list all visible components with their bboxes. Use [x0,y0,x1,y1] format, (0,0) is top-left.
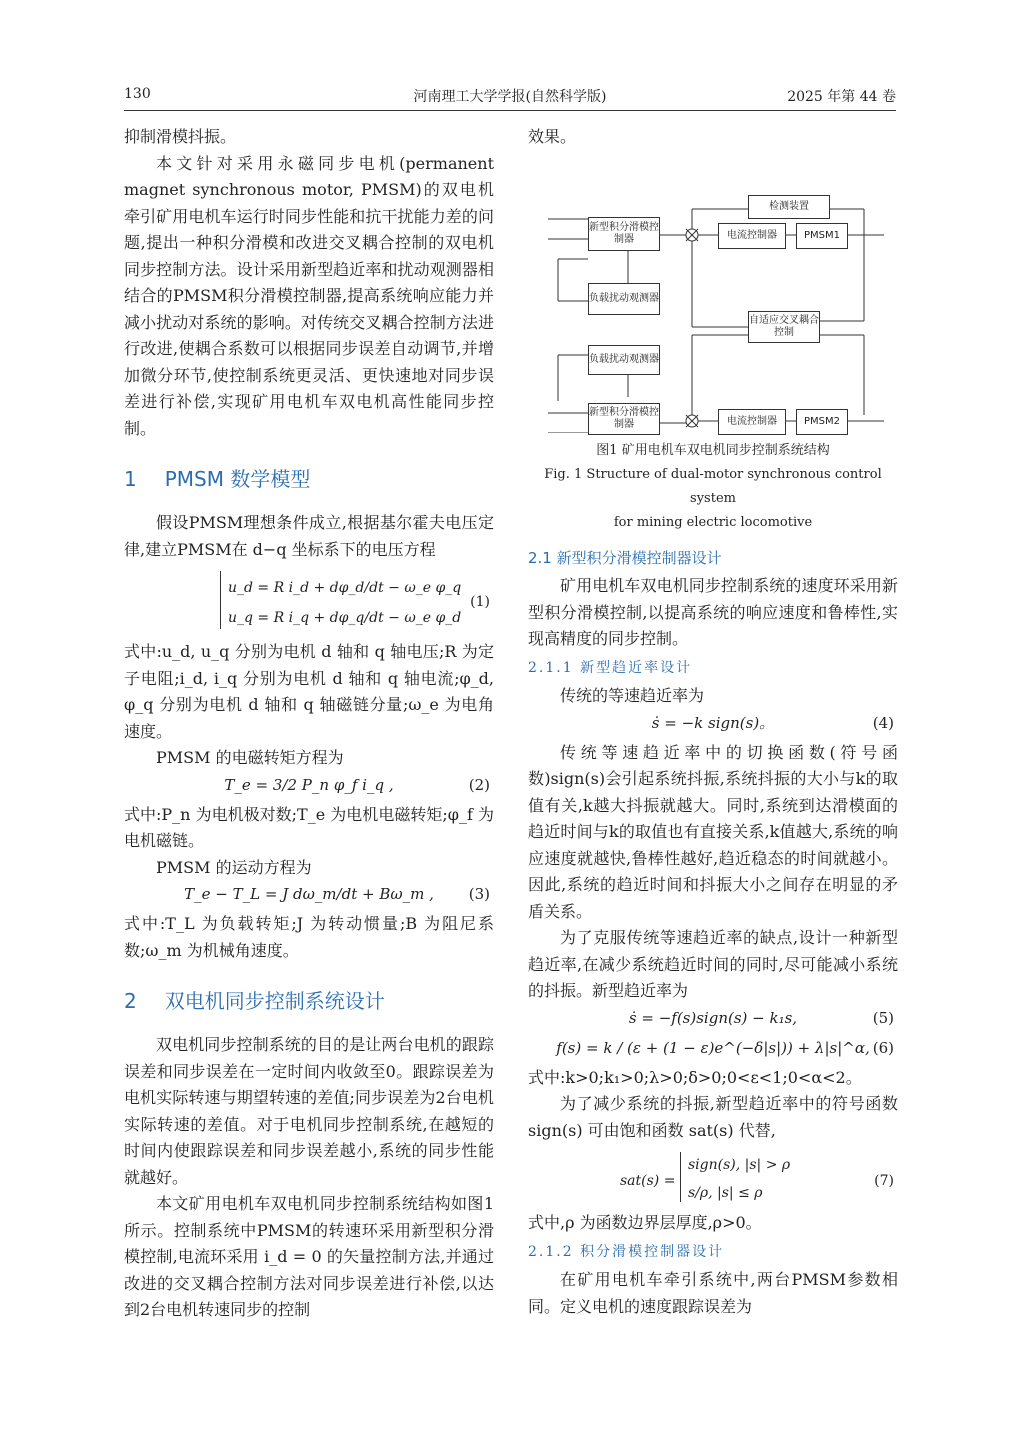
equation-2 [124,772,494,802]
equation-line: u_q = R i_q + dφ_q/dt − ω_e φ_d [228,610,462,626]
equation-text: sat(s) = [620,1173,676,1189]
section-number: 1 [124,467,137,491]
paragraph: 式中,ρ 为函数边界层厚度,ρ>0。 [528,1213,762,1232]
subsection-heading: 2.1 新型积分滑模控制器设计 [528,548,722,567]
paragraph: 为了减少系统的抖振,新型趋近率中的符号函数 sign(s) 可由饱和函数 sat(s) 代替, [528,1094,898,1140]
equation-5 [528,1005,898,1035]
equation-line: s/ρ, |s| ≤ ρ [688,1185,763,1201]
block-pmsm1: PMSM1 [796,223,848,249]
section-title: PMSM 数学模型 [164,467,311,491]
figure-1-diagram [528,155,898,433]
equation-number: (2) [468,775,490,794]
paragraph: 式中:u_d, u_q 分别为电机 d 轴和 q 轴电压;R 为定子电阻;i_d, i_q 分别为电机 d 轴和 q 轴电流;φ_d, φ_q 分别为电机 d 轴和 q 轴磁链分量;ω_e 为电角速度。 [124,642,494,741]
block-cross-coupling: 自适应交叉耦合控制 [748,311,820,343]
equation-text: ṡ = −k sign(s)。 [651,713,775,732]
diagram-connectors [528,155,898,433]
paragraph: 式中:P_n 为电机极对数;T_e 为电机电磁转矩;φ_f 为电机磁链。 [124,804,494,850]
paragraph: 式中:T_L 为负载转矩;J 为转动惯量;B 为阻尼系数;ω_m 为机械角速度。 [124,914,494,960]
equation-3 [124,881,494,911]
paragraph: 传统的等速趋近率为 [560,686,705,705]
journal-title: 河南理工大学学报(自然科学版) [413,89,607,105]
equation-number: (7) [874,1173,894,1189]
issue-info: 2025 年第 44 卷 [787,89,896,105]
left-column [124,124,494,1324]
paragraph: 矿用电机车双电机同步控制系统的速度环采用新型积分滑模控制,以提高系统的响应速度和鲁棒性,实现高精度的同步控制。 [528,576,898,648]
equation-1 [124,569,494,633]
equation-4 [528,710,898,740]
subsubsection-heading: 2.1.2 积分滑模控制器设计 [528,1243,725,1260]
equation-line: sign(s), |s| > ρ [688,1157,791,1173]
section-title: 双电机同步控制系统设计 [164,989,385,1013]
paragraph: 在矿用电机车牵引系统中,两台PMSM参数相同。定义电机的速度跟踪误差为 [528,1270,898,1316]
section-heading [124,464,494,494]
figure-caption-en: Fig. 1 Structure of dual-motor synchronous control system [544,466,882,506]
paragraph: 传统等速趋近率中的切换函数(符号函数)sign(s)会引起系统抖振,系统抖振的大小与k的取值有关,k越大抖振就越大。同时,系统到达滑模面的趋近时间与k的取值也有直接关系,k值越大,系统的响应速度就越快,鲁棒性越好,趋近稳态的时间就越小。因此,系统的趋近时间和抖振大小之间存在明显的矛盾关系。 [528,742,898,921]
block-isms-controller-1: 新型积分滑模控制器 [588,217,660,251]
equation-6 [528,1035,898,1065]
block-isms-controller-2: 新型积分滑模控制器 [588,403,660,435]
figure-caption-en: for mining electric locomotive [613,514,813,530]
paragraph: 为了克服传统等速趋近率的缺点,设计一种新型趋近率,在减少系统趋近时间的同时,尽可能减小系统的抖振。新型趋近率为 [528,928,898,1000]
subsubsection-heading: 2.1.1 新型趋近率设计 [528,659,693,676]
figure-caption-cn: 图1 矿用电机车双电机同步控制系统结构 [596,442,830,458]
block-current-controller-2: 电流控制器 [718,409,786,435]
equation-text: f(s) = k / (ε + (1 − ε)e^(−δ|s|)) + λ|s|^α, [556,1038,870,1057]
equation-7 [528,1150,898,1204]
page-number: 130 [124,86,151,102]
equation-text: T_e = 3/2 P_n φ_f i_q , [224,775,394,794]
paragraph: 假设PMSM理想条件成立,根据基尔霍夫电压定律,建立PMSM在 d−q 坐标系下的电压方程 [124,513,494,559]
equation-text: ṡ = −f(s)sign(s) − k₁s, [628,1008,798,1027]
equation-number: (3) [468,885,490,903]
paragraph: 本文针对采用永磁同步电机(permanent magnet synchronous motor, PMSM)的双电机牵引矿用电机车运行时同步性能和抗干扰能力差的问题,提出一种积分滑模和改进交叉耦合控制的双电机同步控制方法。设计采用新型趋近率和扰动观测器相结合的PMSM积分滑模控制器,提高系统响应能力并减小扰动对系统的影响。对传统交叉耦合控制方法进行改进,使耦合系数可以根据同步误差自动调节,并增加微分环节,使控制系统更灵活、更快速地对同步误差进行补偿,实现矿用电机车双电机高性能同步控制。 [124,153,494,438]
paragraph: 式中:k>0;k₁>0;λ>0;δ>0;0<ε<1;0<α<2。 [528,1067,862,1087]
equation-number: (4) [872,713,894,732]
paragraph: 抑制滑模抖振。 [124,127,237,146]
section-heading [124,986,494,1016]
right-column [528,124,898,1320]
paragraph: PMSM 的运动方程为 [156,857,312,877]
equation-line: u_d = R i_d + dφ_d/dt − ω_e φ_q [228,580,462,596]
paragraph: 效果。 [528,127,577,146]
equation-text: T_e − T_L = J dω_m/dt + Bω_m , [184,885,434,903]
equation-number: (1) [470,594,490,610]
block-pmsm2: PMSM2 [796,409,848,435]
block-disturbance-observer-1: 负载扰动观测器 [588,283,660,315]
paragraph: PMSM 的电磁转矩方程为 [156,748,344,767]
block-disturbance-observer-2: 负载扰动观测器 [588,345,660,375]
paragraph: 双电机同步控制系统的目的是让两台电机的跟踪误差和同步误差在一定时间内收敛至0。跟踪误差为电机实际转速与期望转速的差值;同步误差为2台电机实际转速的差值。对于电机同步控制系统,在越短的时间内使跟踪误差和同步误差越小,系统的同步性能就越好。 [124,1035,494,1187]
section-number: 2 [124,989,137,1013]
paragraph: 本文矿用电机车双电机同步控制系统结构如图1所示。控制系统中PMSM的转速环采用新型积分滑模控制,电流环采用 i_d = 0 的矢量控制方法,并通过改进的交叉耦合控制方法对同步误差进行补偿,以达到2台电机转速同步的控制 [124,1194,494,1319]
block-current-controller-1: 电流控制器 [718,223,786,249]
equation-number: (6) [872,1038,894,1057]
equation-number: (5) [872,1008,894,1027]
block-detector-1: 检测装置 [748,195,830,219]
header-rule [124,110,896,111]
